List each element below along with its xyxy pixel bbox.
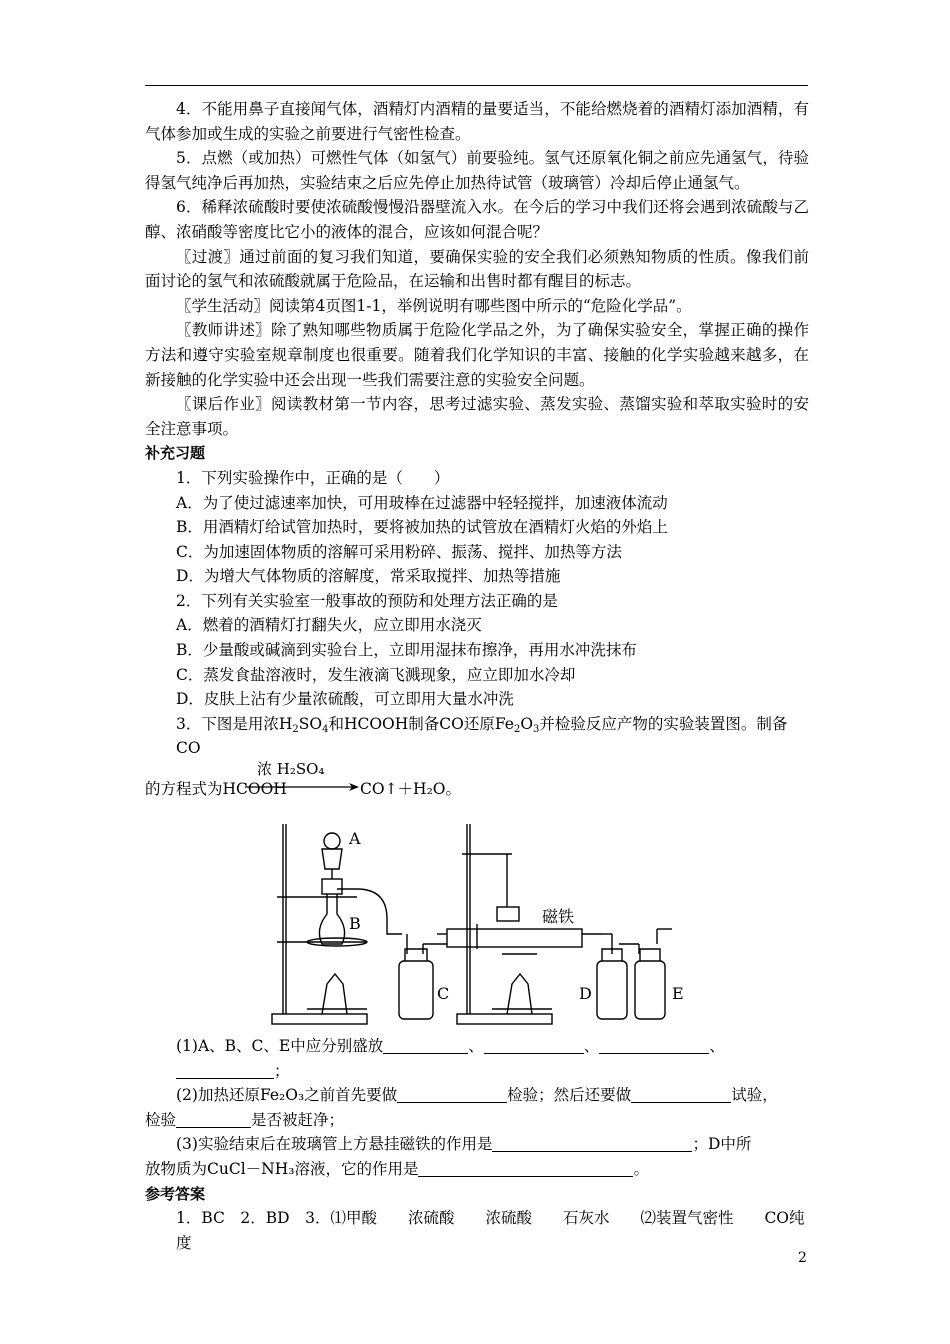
- question-3-sub-3-continued: 放物质为CuCl－NH₃溶液，它的作用是 。: [145, 1160, 649, 1178]
- question-2-stem: 2．下列有关实验室一般事故的预防和处理方法正确的是: [176, 591, 558, 610]
- page-number: 2: [798, 1250, 807, 1266]
- exercises-heading: 补充习题: [145, 444, 206, 463]
- label-b: B: [349, 914, 361, 934]
- equation-arrow-label: 浓 H₂SO₄: [257, 760, 325, 779]
- question-1-option-d: D．为增大气体物质的溶解度，常采取搅拌、加热等措施: [176, 567, 561, 586]
- question-3-stem: 3．下图是用浓$H_2SO_4$和HCOOH制备CO还原$Fe_2O_3$并检验反应产物的实验装置图。制备CO: [176, 714, 788, 758]
- question-2-option-b: B．少量酸或碱滴到实验台上，立即用湿抹布擦净，再用水冲洗抹布: [176, 641, 637, 660]
- answers-line: 1．BC 2．BD 3．⑴甲酸 浓硫酸 浓硫酸 石灰水 ⑵装置气密性 CO纯度: [176, 1209, 805, 1252]
- apparatus-diagram: [267, 819, 797, 1034]
- question-2-option-c: C．蒸发食盐溶液时，发生液滴飞溅现象，应立即加水冷却: [176, 665, 576, 684]
- paragraph-teacher-lecture: 〖教师讲述〗除了熟知哪些物质属于危险化学品之外，为了确保实验安全，掌握正确的操作方法和遵守实验室规章制度也很重要。随着我们化学知识的丰富、接触的化学实验越来越多，在新接触的化学实验中还会出现一些我们需要注意的实验安全问题。: [145, 321, 809, 389]
- question-1-option-a: A．为了使过滤速率加快，可用玻棒在过滤器中轻轻搅拌，加速液体流动: [176, 493, 668, 512]
- equation-prefix: 的方程式为HCOOH: [145, 780, 287, 799]
- question-1-option-b: B．用酒精灯给试管加热时，要将被加热的试管放在酒精灯火焰的外焰上: [176, 518, 668, 537]
- question-2-option-a: A．燃着的酒精灯打翻失火，应立即用水浇灭: [176, 616, 482, 635]
- apparatus-figure: [267, 819, 797, 1034]
- reaction-arrow-icon: [245, 782, 360, 792]
- question-1-option-c: C．为加速固体物质的溶解可采用粉碎、振荡、搅拌、加热等方法: [176, 542, 622, 561]
- label-a: A: [349, 829, 361, 849]
- question-2-option-d: D．皮肤上沾有少量浓硫酸，可立即用大量水冲洗: [176, 690, 514, 709]
- label-d: D: [579, 984, 592, 1004]
- paragraph-transition: 〖过渡〗通过前面的复习我们知道，要确保实验的安全我们必须熟知物质的性质。像我们前面讨论的氢气和浓硫酸就属于危险品，在运输和出售时都有醒目的标志。: [145, 247, 809, 291]
- equation-line: [145, 760, 809, 801]
- question-3-sub-2: (2)加热还原Fe₂O₃之前首先要做 检验；然后还要做 试验，: [176, 1086, 778, 1105]
- question-1-stem: 1．下列实验操作中，正确的是（ ）: [176, 468, 450, 487]
- question-3-sub-3: (3)实验结束后在玻璃管上方悬挂磁铁的作用是 ；D中所: [176, 1135, 752, 1154]
- label-e: E: [672, 984, 684, 1004]
- paragraph-6: 6．稀释浓硫酸时要使浓硫酸慢慢沿器壁流入水。在今后的学习中我们还将会遇到浓硫酸与乙醇、浓硝酸等密度比它小的液体的混合，应该如何混合呢？: [145, 198, 809, 241]
- paragraph-5: 5．点燃（或加热）可燃性气体（如氢气）前要验纯。氢气还原氧化铜之前应先通氢气，待验得氢气纯净后再加热，实验结束之后应先停止加热待试管（玻璃管）冷却后停止通氢气。: [145, 149, 809, 192]
- label-magnet: 磁铁: [542, 907, 575, 927]
- equation-suffix: CO↑＋H₂O。: [360, 780, 461, 799]
- answers-heading: 参考答案: [145, 1184, 206, 1203]
- paragraph-student-activity: 〖学生活动〗阅读第4页图1-1，举例说明有哪些图中所示的“危险化学品”。: [176, 296, 692, 315]
- question-3-sub-2-continued: 检验 是否被赶净；: [145, 1110, 345, 1129]
- header-rule: [145, 85, 808, 86]
- page-content: [145, 97, 809, 1255]
- question-3-sub-1: (1)A、B、C、E中应分别盛放 、 、 、；: [176, 1037, 725, 1080]
- paragraph-homework: 〖课后作业〗阅读教材第一节内容，思考过滤实验、蒸发实验、蒸馏实验和萃取实验时的安全注意事项。: [145, 395, 809, 438]
- label-c: C: [437, 984, 450, 1004]
- paragraph-4: 4．不能用鼻子直接闻气体，酒精灯内酒精的量要适当，不能给燃烧着的酒精灯添加酒精，有气体参加或生成的实验之前要进行气密性检查。: [145, 100, 809, 143]
